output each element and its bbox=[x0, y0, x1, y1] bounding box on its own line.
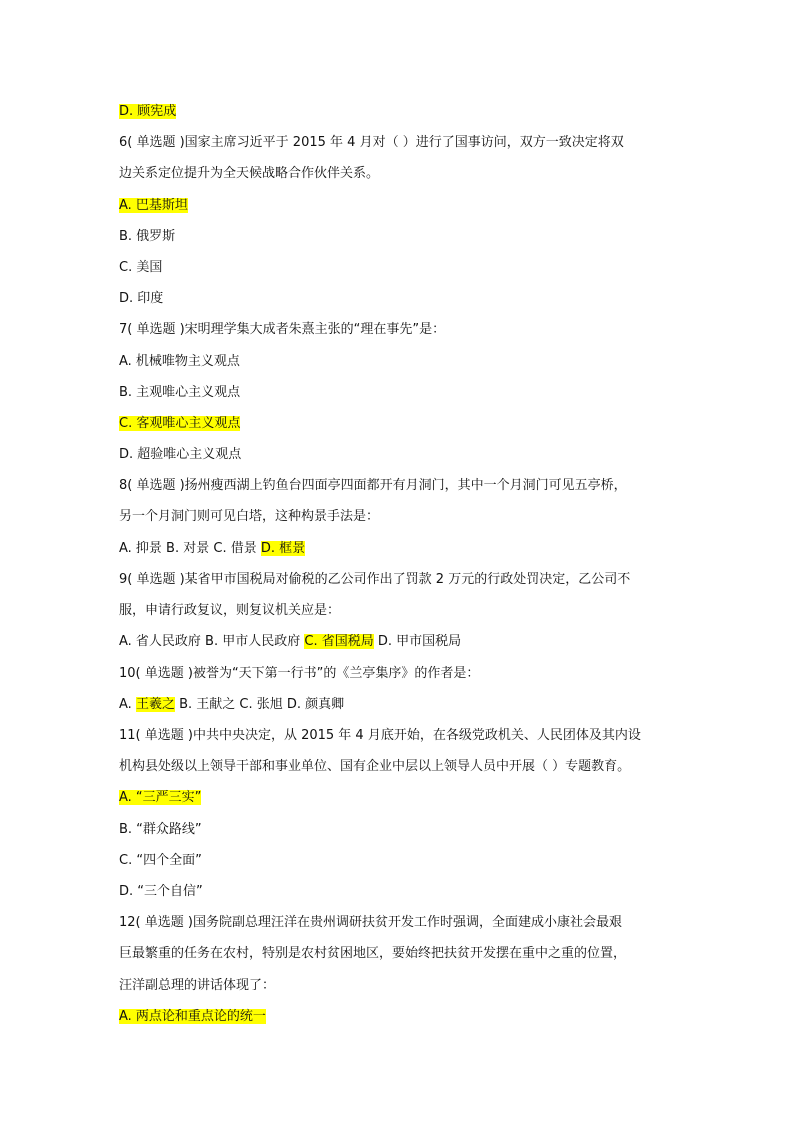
q11-option-d: D. “三个自信” bbox=[119, 884, 203, 899]
q9-options-post: D. 甲市国税局 bbox=[373, 634, 462, 649]
q7-option-a: A. 机械唯物主义观点 bbox=[119, 354, 240, 369]
q10-stem: 10( 单选题 )被誉为“天下第一行书”的《兰亭集序》的作者是： bbox=[119, 666, 480, 681]
q10-options-post: B. 王献之 C. 张旭 D. 颜真卿 bbox=[174, 697, 345, 712]
answer-highlight: A. 两点论和重点论的统一 bbox=[119, 1009, 266, 1024]
q6-option-a-answer bbox=[119, 196, 679, 216]
q6-stem-line-1: 6( 单选题 )国家主席习近平于 2015 年 4 月对（ ）进行了国事访问，双方一致决定将双 bbox=[119, 135, 624, 150]
q8-options-text: A. 抑景 B. 对景 C. 借景 bbox=[119, 541, 261, 556]
q8-stem-line-2: 另一个月洞门则可见白塔，这种构景手法是： bbox=[119, 509, 380, 524]
q9-stem-line-1: 9( 单选题 )某省甲市国税局对偷税的乙公司作出了罚款 2 万元的行政处罚决定，乙公司不 bbox=[119, 572, 631, 587]
q7-option-c-answer bbox=[119, 414, 679, 434]
answer-highlight: A. “三严三实” bbox=[119, 790, 202, 805]
q11-stem-line-2: 机构县处级以上领导干部和事业单位、国有企业中层以上领导人员中开展（ ）专题教育。 bbox=[119, 759, 631, 774]
answer-highlight: C. 客观唯心主义观点 bbox=[119, 416, 241, 431]
answer-highlight: D. 顾宪成 bbox=[119, 104, 177, 119]
q6-option-b: B. 俄罗斯 bbox=[119, 229, 176, 244]
q8-stem-line-1: 8( 单选题 )扬州瘦西湖上钓鱼台四面亭四面都开有月洞门，其中一个月洞门可见五亭桥， bbox=[119, 478, 627, 493]
answer-highlight: 王羲之 bbox=[135, 697, 175, 712]
q8-options bbox=[119, 539, 679, 559]
q6-stem-line-2: 边关系定位提升为全天候战略合作伙伴关系。 bbox=[119, 166, 380, 181]
q5-option-d-answer bbox=[119, 102, 679, 122]
q7-stem: 7( 单选题 )宋明理学集大成者朱熹主张的“理在事先”是： bbox=[119, 322, 446, 337]
q10-options-pre: A. bbox=[119, 697, 136, 712]
q12-stem-line-2: 巨最繁重的任务在农村，特别是农村贫困地区，要始终把扶贫开发摆在重中之重的位置， bbox=[119, 946, 627, 961]
q7-option-d: D. 超验唯心主义观点 bbox=[119, 447, 242, 462]
q9-stem-line-2: 服，申请行政复议，则复议机关应是： bbox=[119, 603, 341, 618]
q11-option-a-answer bbox=[119, 788, 679, 808]
q6-option-d: D. 印度 bbox=[119, 291, 164, 306]
q6-option-c: C. 美国 bbox=[119, 260, 163, 275]
q10-options bbox=[119, 695, 679, 715]
q11-option-b: B. “群众路线” bbox=[119, 822, 202, 837]
q12-option-a-answer bbox=[119, 1007, 679, 1027]
q11-option-c: C. “四个全面” bbox=[119, 853, 202, 868]
answer-highlight: C. 省国税局 bbox=[304, 634, 374, 649]
answer-highlight: D. 框景 bbox=[260, 541, 306, 556]
q12-stem-line-3: 汪洋副总理的讲话体现了： bbox=[119, 978, 276, 993]
q9-options bbox=[119, 632, 679, 652]
q11-stem-line-1: 11( 单选题 )中共中央决定，从 2015 年 4 月底开始，在各级党政机关、人民团体及其内设 bbox=[119, 728, 641, 743]
q7-option-b: B. 主观唯心主义观点 bbox=[119, 385, 241, 400]
answer-highlight: A. 巴基斯坦 bbox=[119, 198, 188, 213]
q9-options-pre: A. 省人民政府 B. 甲市人民政府 bbox=[119, 634, 305, 649]
q12-stem-line-1: 12( 单选题 )国务院副总理汪洋在贵州调研扶贫开发工作时强调，全面建成小康社会最艰 bbox=[119, 915, 622, 930]
